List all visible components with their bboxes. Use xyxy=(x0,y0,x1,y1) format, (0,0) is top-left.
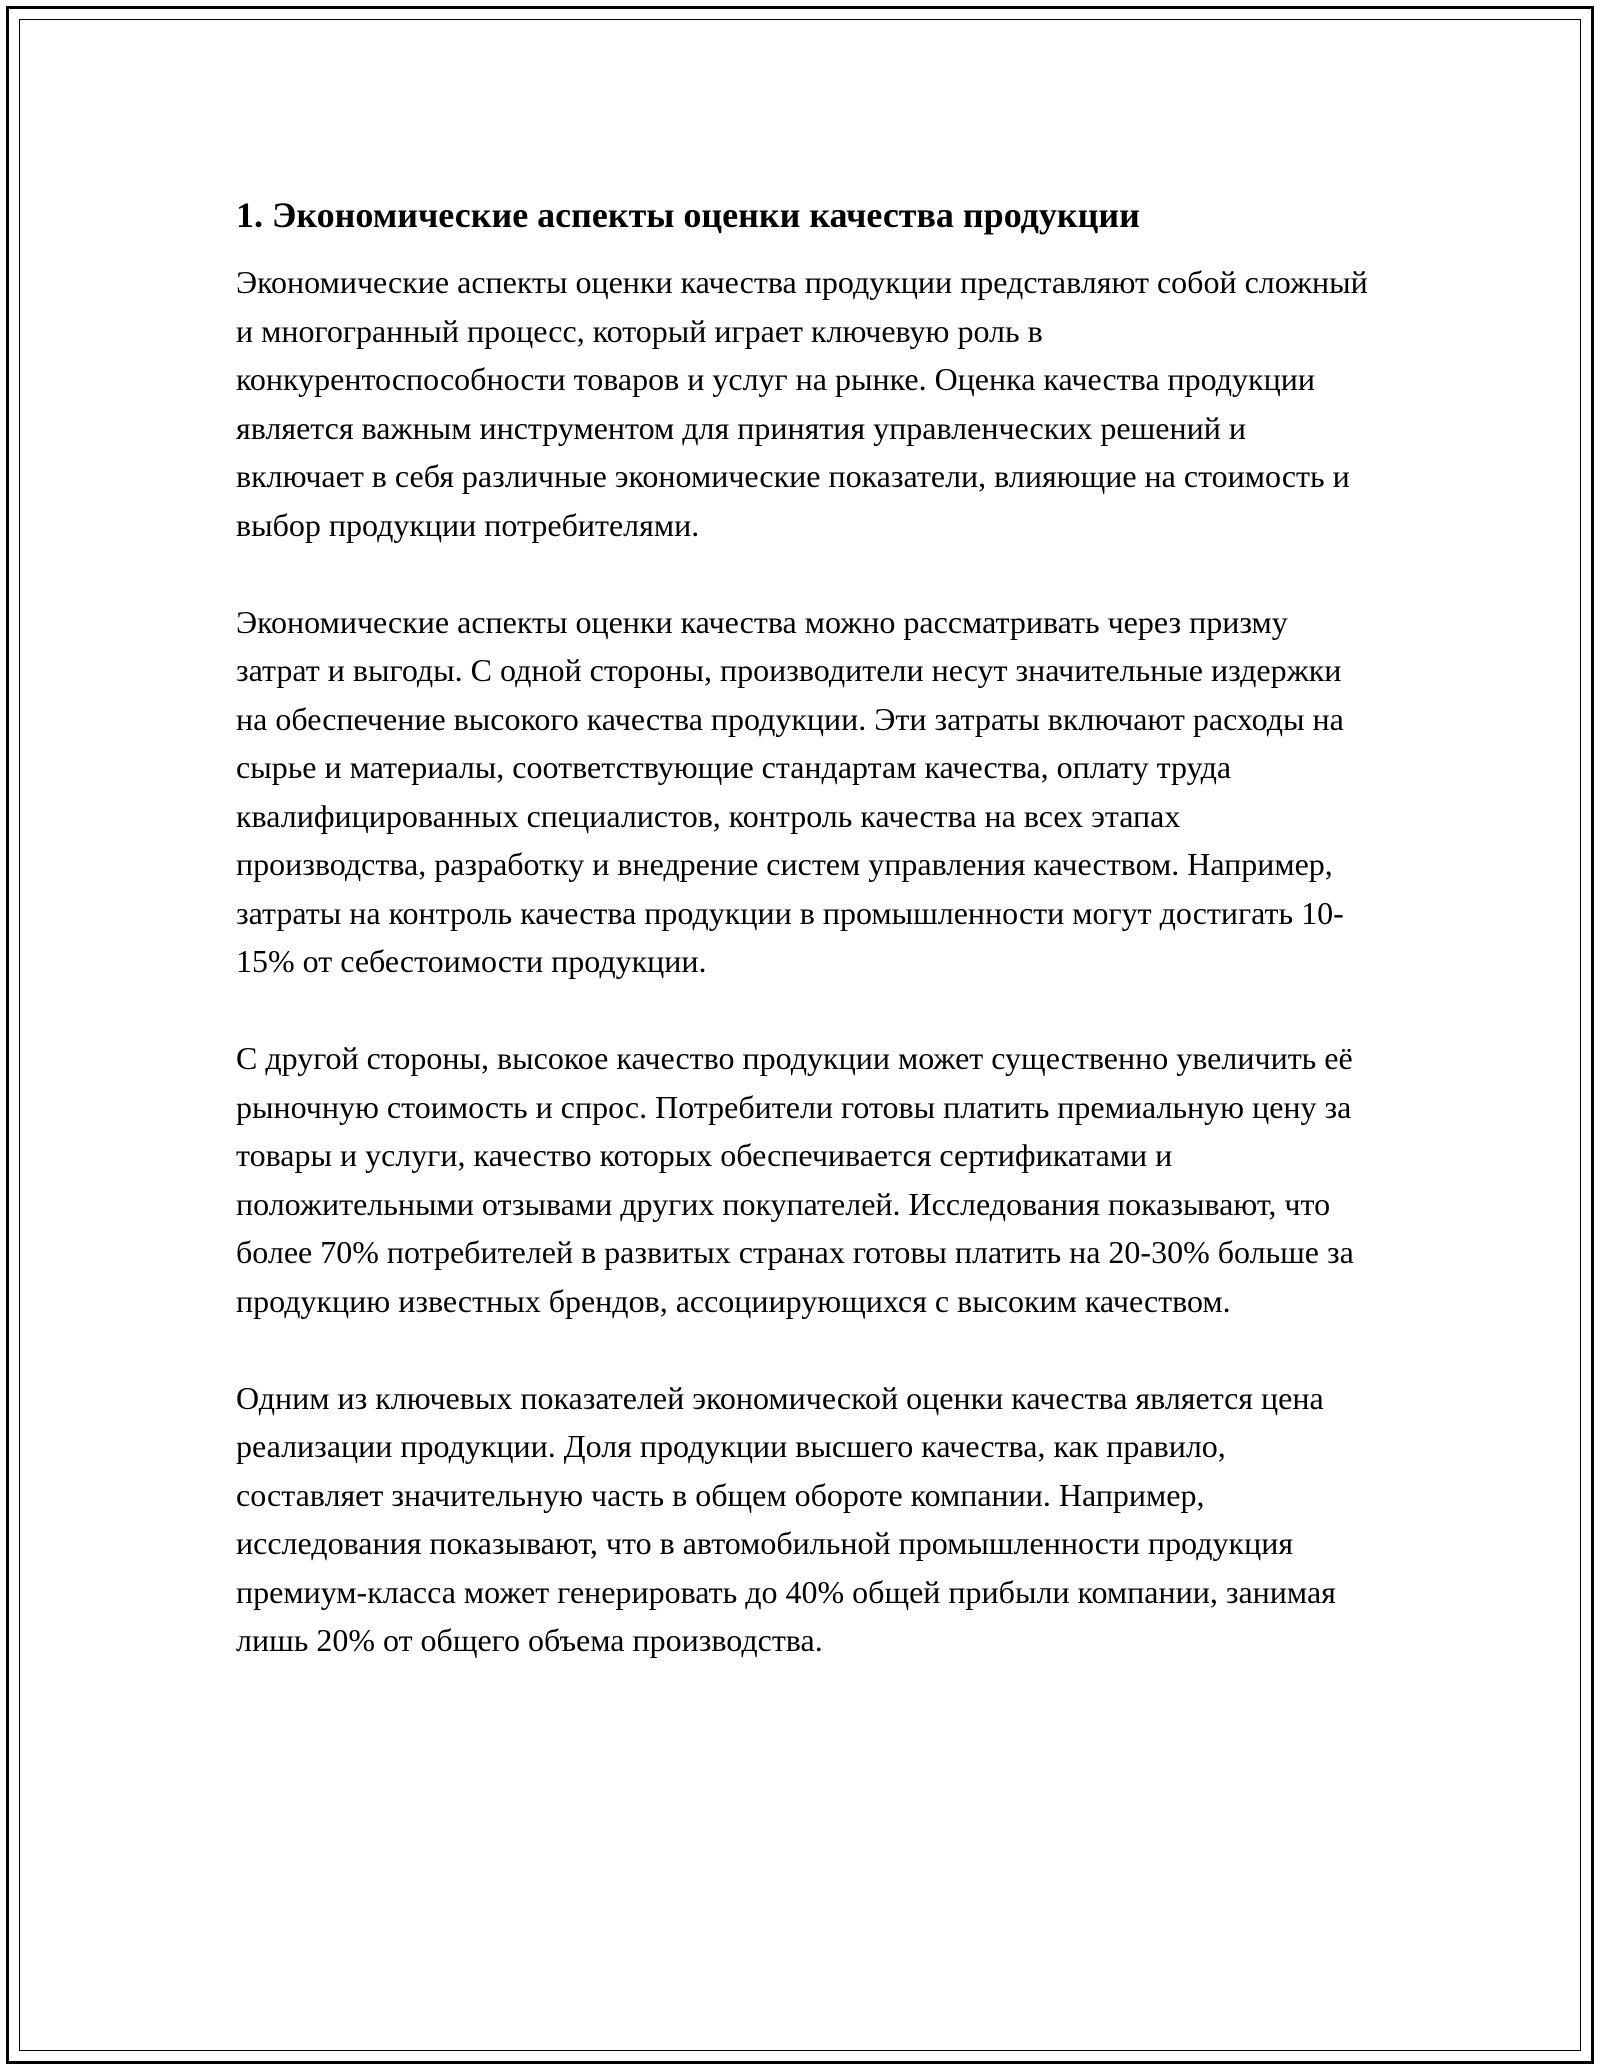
section-heading: 1. Экономические аспекты оценки качества продукции xyxy=(236,195,1140,235)
document-body xyxy=(236,186,1376,1665)
paragraph-2: Экономические аспекты оценки качества можно рассматривать через призму затрат и выгоды. С одной стороны, производители несут значительные издержки на обеспечение высокого качества продукции. Эти затраты включают расходы на сырье и материалы, соответствующие стандартам качества, оплату труда квалифицированных специалистов, контроль качества на всех этапах производства, разработку и внедрение систем управления качеством. Например, затраты на контроль качества продукции в промышленности могут достигать 10-15% от себестоимости продукции. xyxy=(236,603,1344,979)
paragraph-1: Экономические аспекты оценки качества продукции представляют собой сложный и многогранный процесс, который играет ключевую роль в конкурентоспособности товаров и услуг на рынке. Оценка качества продукции является важным инструментом для принятия управленческих решений и включает в себя различные экономические показатели, влияющие на стоимость и выбор продукции потребителями. xyxy=(236,264,1368,543)
paragraph-4: Одним из ключевых показателей экономической оценки качества является цена реализации продукции. Доля продукции высшего качества, как правило, составляет значительную часть в общем обороте компании. Например, исследования показывают, что в автомобильной промышленности продукция премиум-класса может генерировать до 40% общей прибыли компании, занимая лишь 20% от общего объема производства. xyxy=(236,1379,1336,1658)
paragraph-3: С другой стороны, высокое качество продукции может существенно увеличить её рыночную стоимость и спрос. Потребители готовы платить премиальную цену за товары и услуги, качество которых обеспечивается сертификатами и положительными отзывами других покупателей. Исследования показывают, что более 70% потребителей в развитых странах готовы платить на 20-30% больше за продукцию известных брендов, ассоциирующихся с высоким качеством. xyxy=(236,1040,1354,1319)
